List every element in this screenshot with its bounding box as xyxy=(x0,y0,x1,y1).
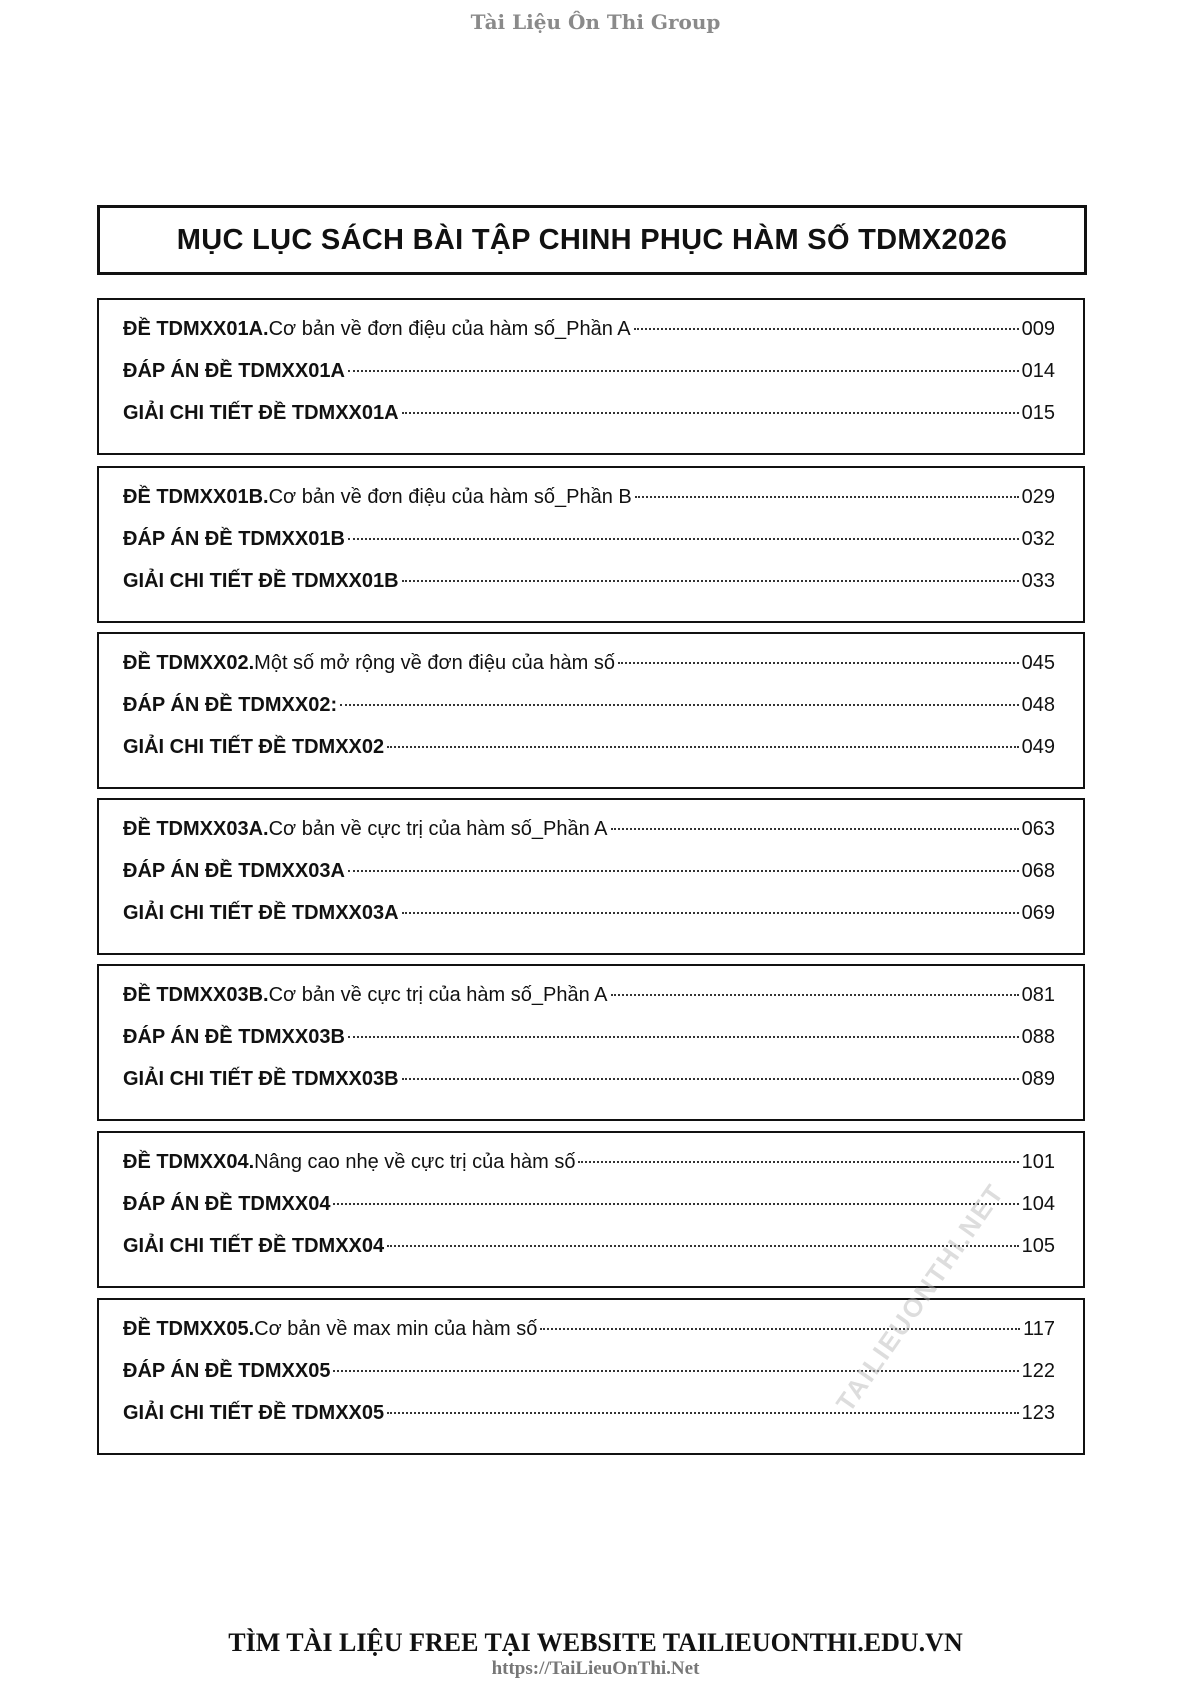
toc-entry[interactable] xyxy=(123,818,1055,860)
entry-code: ĐỀ TDMXX02. xyxy=(123,652,255,674)
entry-label: ĐÁP ÁN ĐỀ TDMXX05 xyxy=(123,1360,331,1382)
dot-leader xyxy=(540,1328,1020,1330)
entry-label: GIẢI CHI TIẾT ĐỀ TDMXX01A xyxy=(123,402,399,424)
page-number: 063 xyxy=(1021,818,1055,840)
page-number: 088 xyxy=(1021,1026,1055,1048)
toc-section xyxy=(97,798,1085,955)
page-number: 101 xyxy=(1021,1151,1055,1173)
dot-leader xyxy=(348,1036,1019,1038)
page-number: 048 xyxy=(1021,694,1055,716)
dot-leader xyxy=(611,828,1019,830)
entry-code: ĐỀ TDMXX05. xyxy=(123,1318,255,1340)
toc-entry[interactable] xyxy=(123,1402,1055,1444)
toc-section xyxy=(97,298,1085,455)
entry-description: Cơ bản về max min của hàm số xyxy=(254,1318,538,1340)
page-number: 089 xyxy=(1021,1068,1055,1090)
toc-entry[interactable] xyxy=(123,860,1055,902)
toc-entry[interactable] xyxy=(123,1360,1055,1402)
page-number: 122 xyxy=(1021,1360,1055,1382)
toc-section xyxy=(97,964,1085,1121)
entry-description: Một số mở rộng về đơn điệu của hàm số xyxy=(254,652,616,674)
dot-leader xyxy=(402,412,1019,414)
entry-label: GIẢI CHI TIẾT ĐỀ TDMXX02 xyxy=(123,736,385,758)
toc-entry[interactable] xyxy=(123,360,1055,402)
dot-leader xyxy=(348,538,1019,540)
toc-entry[interactable] xyxy=(123,694,1055,736)
page-number: 045 xyxy=(1021,652,1055,674)
page-number: 015 xyxy=(1021,402,1055,424)
entry-code: ĐỀ TDMXX01B. xyxy=(123,486,269,508)
dot-leader xyxy=(333,1203,1018,1205)
toc-entry[interactable] xyxy=(123,1151,1055,1193)
page-number: 014 xyxy=(1021,360,1055,382)
dot-leader xyxy=(340,704,1019,706)
entry-label: GIẢI CHI TIẾT ĐỀ TDMXX01B xyxy=(123,570,399,592)
dot-leader xyxy=(634,328,1019,330)
page-number: 105 xyxy=(1021,1235,1055,1257)
toc-entry[interactable] xyxy=(123,1026,1055,1068)
toc-entry[interactable] xyxy=(123,402,1055,444)
entry-description: Cơ bản về cực trị của hàm số_Phần A xyxy=(268,818,608,840)
toc-section xyxy=(97,632,1085,789)
page-number: 081 xyxy=(1021,984,1055,1006)
page-number: 104 xyxy=(1021,1193,1055,1215)
entry-code: ĐỀ TDMXX03B. xyxy=(123,984,269,1006)
dot-leader xyxy=(387,746,1018,748)
dot-leader xyxy=(402,912,1019,914)
page-number: 117 xyxy=(1023,1318,1055,1340)
dot-leader xyxy=(387,1412,1018,1414)
dot-leader xyxy=(348,370,1019,372)
page-number: 049 xyxy=(1021,736,1055,758)
page-number: 068 xyxy=(1021,860,1055,882)
page-title: MỤC LỤC SÁCH BÀI TẬP CHINH PHỤC HÀM SỐ TDMX2026 xyxy=(176,223,1008,256)
toc-entry[interactable] xyxy=(123,902,1055,944)
entry-description: Cơ bản về đơn điệu của hàm số_Phần A xyxy=(268,318,631,340)
dot-leader xyxy=(578,1161,1018,1163)
entry-label: GIẢI CHI TIẾT ĐỀ TDMXX03A xyxy=(123,902,399,924)
page-header: Tài Liệu Ôn Thi Group xyxy=(470,10,721,34)
entry-description: Nâng cao nhẹ về cực trị của hàm số xyxy=(254,1151,576,1173)
toc-entry[interactable] xyxy=(123,1193,1055,1235)
entry-label: GIẢI CHI TIẾT ĐỀ TDMXX05 xyxy=(123,1402,385,1424)
toc-section xyxy=(97,1298,1085,1455)
entry-label: GIẢI CHI TIẾT ĐỀ TDMXX03B xyxy=(123,1068,399,1090)
watermark: TAILIEUONTHI.NET xyxy=(830,1177,1011,1418)
entry-code: ĐỀ TDMXX03A. xyxy=(123,818,269,840)
toc-entry[interactable] xyxy=(123,652,1055,694)
entry-label: GIẢI CHI TIẾT ĐỀ TDMXX04 xyxy=(123,1235,385,1257)
page-number: 033 xyxy=(1021,570,1055,592)
toc-section xyxy=(97,466,1085,623)
toc-entry[interactable] xyxy=(123,318,1055,360)
entry-label: ĐÁP ÁN ĐỀ TDMXX03B xyxy=(123,1026,345,1048)
entry-code: ĐỀ TDMXX01A. xyxy=(123,318,269,340)
toc-entry[interactable] xyxy=(123,736,1055,778)
entry-label: ĐÁP ÁN ĐỀ TDMXX01A xyxy=(123,360,345,382)
toc-entry[interactable] xyxy=(123,984,1055,1026)
entry-label: ĐÁP ÁN ĐỀ TDMXX01B xyxy=(123,528,345,550)
entry-description: Cơ bản về đơn điệu của hàm số_Phần B xyxy=(268,486,632,508)
dot-leader xyxy=(387,1245,1018,1247)
footer-text: TÌM TÀI LIỆU FREE TẠI WEBSITE TAILIEUONTHI.EDU.VN xyxy=(228,1628,963,1657)
dot-leader xyxy=(611,994,1019,996)
page-number: 123 xyxy=(1021,1402,1055,1424)
dot-leader xyxy=(402,580,1019,582)
entry-label: ĐÁP ÁN ĐỀ TDMXX02: xyxy=(123,694,338,716)
page-number: 032 xyxy=(1021,528,1055,550)
title-box xyxy=(97,205,1087,275)
dot-leader xyxy=(402,1078,1019,1080)
entry-description: Cơ bản về cực trị của hàm số_Phần A xyxy=(268,984,608,1006)
page-number: 029 xyxy=(1021,486,1055,508)
toc-entry[interactable] xyxy=(123,570,1055,612)
toc-entry[interactable] xyxy=(123,486,1055,528)
entry-label: ĐÁP ÁN ĐỀ TDMXX03A xyxy=(123,860,345,882)
dot-leader xyxy=(333,1370,1018,1372)
dot-leader xyxy=(348,870,1019,872)
entry-label: ĐÁP ÁN ĐỀ TDMXX04 xyxy=(123,1193,331,1215)
dot-leader xyxy=(618,662,1019,664)
toc-entry[interactable] xyxy=(123,528,1055,570)
toc-entry[interactable] xyxy=(123,1235,1055,1277)
entry-code: ĐỀ TDMXX04. xyxy=(123,1151,255,1173)
footer-url: https://TaiLieuOnThi.Net xyxy=(491,1658,700,1679)
page-number: 069 xyxy=(1021,902,1055,924)
toc-entry[interactable] xyxy=(123,1068,1055,1110)
page-number: 009 xyxy=(1021,318,1055,340)
dot-leader xyxy=(635,496,1019,498)
